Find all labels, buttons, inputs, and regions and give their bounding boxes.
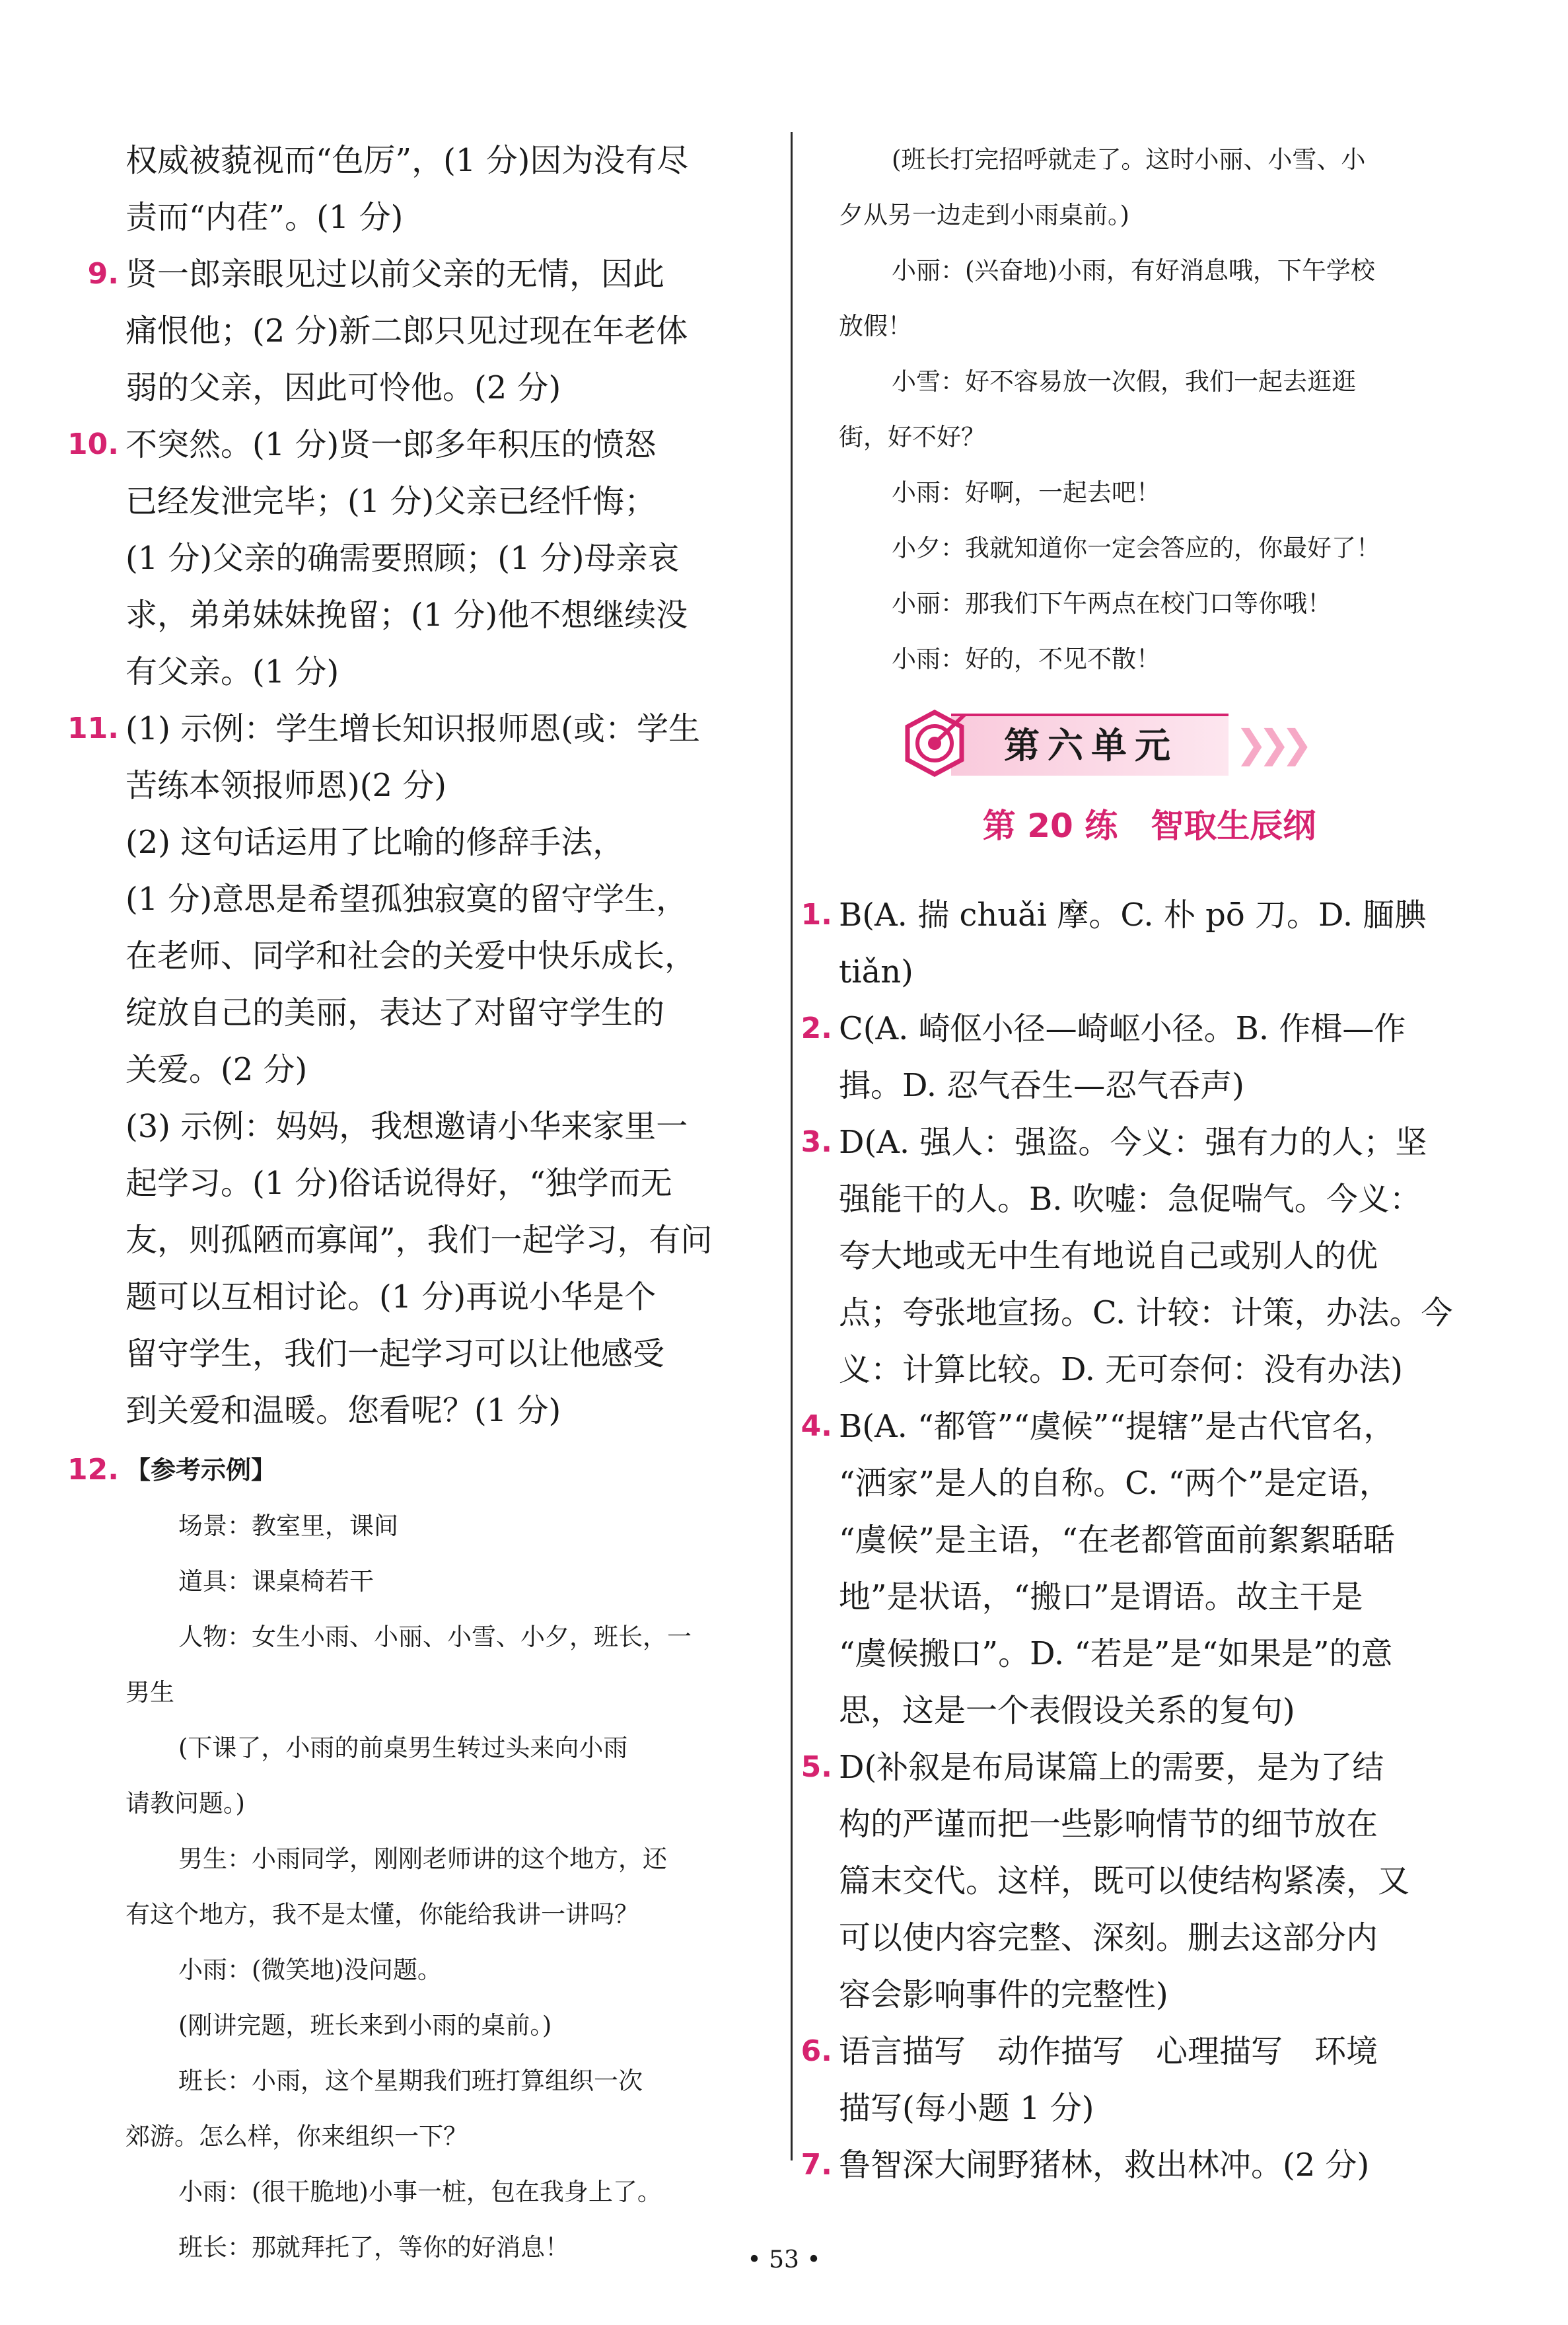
text-line: 鲁智深大闹野猪林，救出林冲。(2 分)	[839, 2147, 1370, 2184]
text-line: 起学习。(1 分)俗话说得好，“独学而无	[125, 1165, 672, 1202]
script-line: 小夕：我就知道你一定会答应的，你最好了！	[892, 534, 1380, 562]
answer-item-12	[67, 1442, 760, 1498]
text-line: 构的严谨而把一些影响情节的细节放在	[839, 1806, 1378, 1843]
left-column	[67, 132, 760, 2275]
text-line: 权威被藐视而“色厉”，(1 分)因为没有尽	[125, 142, 689, 179]
text-line: (1 分)父亲的确需要照顾；(1 分)母亲哀	[125, 540, 680, 577]
answer-text	[839, 1739, 1460, 2023]
script-line: 小丽：(兴奋地)小雨，有好消息哦，下午学校	[892, 256, 1375, 285]
item-number: 2.	[801, 1012, 832, 1045]
text-line: 不突然。(1 分)贤一郎多年积压的愤怒	[125, 426, 657, 463]
answer-text	[125, 416, 760, 700]
unit-title: 第六单元	[1004, 725, 1178, 766]
script-line: 小雨：好的，不见不散！	[892, 645, 1160, 673]
answer-item-6	[801, 2023, 1460, 2137]
lesson-title: 第 20 练 智取生辰纲	[982, 807, 1316, 845]
answer-text	[839, 1398, 1460, 1739]
script-line: 班长：小雨，这个星期我们班打算组织一次	[178, 2067, 643, 2095]
item-number: 12.	[67, 1453, 119, 1487]
text-line: (1 分)意思是希望孤独寂寞的留守学生，	[125, 881, 688, 918]
chevron-arrows-icon: ❯❯❯	[1235, 721, 1304, 766]
answer-text	[839, 1114, 1460, 1398]
script-line: 放假！	[839, 312, 912, 340]
script-line: (刚讲完题，班长来到小雨的桌前。)	[178, 2011, 552, 2040]
item-number: 1.	[801, 898, 832, 932]
text-line: (2) 这句话运用了比喻的修辞手法，	[125, 824, 625, 861]
text-line: B(A. 揣 chuǎi 摩。C. 朴 pō 刀。D. 腼腆	[839, 897, 1427, 934]
text-line: (3) 示例：妈妈，我想邀请小华来家里一	[125, 1108, 688, 1145]
answer-item-10	[67, 416, 760, 700]
text-line: 篇末交代。这样，既可以使结构紧凑，又	[839, 1863, 1410, 1900]
script-line: 有这个地方，我不是太懂，你能给我讲一讲吗？	[125, 1900, 639, 1929]
script-line: 夕从另一边走到小雨桌前。)	[839, 201, 1129, 229]
text-line: “虞候搬口”。D. “若是”是“如果是”的意	[839, 1635, 1393, 1672]
text-line: 责而“内荏”。(1 分)	[125, 199, 404, 236]
item-number: 7.	[801, 2148, 832, 2182]
script-line: 小雪：好不容易放一次假，我们一起去逛逛	[892, 367, 1356, 396]
target-icon	[898, 707, 971, 780]
text-line: “虞候”是主语，“在老都管面前絮絮聒聒	[839, 1522, 1395, 1559]
text-line: 语言描写 动作描写 心理描写 环境	[839, 2033, 1378, 2070]
answer-item-1	[801, 887, 1460, 1000]
text-line: 点；夸张地宣扬。C. 计较：计策，办法。今	[839, 1294, 1453, 1331]
text-line: 留守学生，我们一起学习可以让他感受	[125, 1335, 665, 1372]
script-line: 小雨：(很干脆地)小事一桩，包在我身上了。	[178, 2178, 662, 2206]
text-line: 关爱。(2 分)	[125, 1051, 308, 1088]
script-line: 班长：那就拜托了，等你的好消息！	[178, 2233, 569, 2262]
script-line: 小雨：好啊，一起去吧！	[892, 478, 1160, 507]
answer-text	[839, 887, 1460, 1000]
item-number: 10.	[67, 427, 119, 461]
text-line: 弱的父亲，因此可怜他。(2 分)	[125, 369, 561, 406]
answer-item-5	[801, 1739, 1460, 2023]
script-line: 郊游。怎么样，你来组织一下？	[125, 2122, 468, 2151]
text-line: C(A. 崎伛小径—崎岖小径。B. 作楫—作	[839, 1010, 1406, 1047]
script-line: 男生：小雨同学，刚刚老师讲的这个地方，还	[178, 1845, 667, 1873]
text-line: 已经发泄完毕；(1 分)父亲已经忏悔；	[125, 483, 657, 520]
right-column	[801, 132, 1460, 2194]
text-line: 绽放自己的美丽，表达了对留守学生的	[125, 994, 665, 1031]
answer-text	[125, 246, 760, 416]
text-line: tiǎn)	[839, 953, 913, 990]
answer-item-11	[67, 700, 760, 1439]
text-line: 思，这是一个表假设关系的复句)	[839, 1692, 1295, 1729]
text-line: 容会影响事件的完整性)	[839, 1976, 1168, 2013]
text-line: D(补叙是布局谋篇上的需要，是为了结	[839, 1749, 1384, 1786]
script-line: 小雨：(微笑地)没问题。	[178, 1956, 442, 1984]
answer-text	[839, 1000, 1460, 1114]
answer-item-3	[801, 1114, 1460, 1398]
text-line: 地”是状语，“搬口”是谓语。故主干是	[839, 1578, 1363, 1615]
text-line: 描写(每小题 1 分)	[839, 2090, 1094, 2127]
answer-item-9	[87, 246, 760, 416]
item-number: 5.	[801, 1750, 832, 1784]
script-line: (下课了，小雨的前桌男生转过头来向小雨	[178, 1734, 628, 1762]
answer-text	[125, 700, 760, 1439]
item-number: 11.	[67, 712, 119, 745]
script-line: 请教问题。)	[125, 1789, 245, 1818]
answer-item-7	[801, 2137, 1460, 2194]
script-example	[125, 1498, 760, 2275]
answer-item-4	[801, 1398, 1460, 1739]
script-line: 场景：教室里，课间	[178, 1512, 398, 1540]
text-line: 痛恨他；(2 分)新二郎只见过现在年老体	[125, 313, 688, 350]
page-number: • 53 •	[747, 2246, 821, 2273]
text-line: 苦练本领报师恩)(2 分)	[125, 767, 446, 804]
item-number: 9.	[87, 257, 119, 291]
text-line: “洒家”是人的自称。C. “两个”是定语，	[839, 1465, 1391, 1502]
text-line: 求，弟弟妹妹挽留；(1 分)他不想继续没	[125, 597, 688, 634]
text-line: 强能干的人。B. 吹嘘：急促喘气。今义：	[839, 1181, 1421, 1218]
answer-item-2	[801, 1000, 1460, 1114]
text-line: B(A. “都管”“虞候”“提辖”是古代官名，	[839, 1408, 1396, 1445]
script-line: 男生	[125, 1678, 174, 1707]
unit-banner	[839, 707, 1460, 780]
text-line: (1) 示例：学生增长知识报师恩(或：学生	[125, 710, 700, 747]
script-line: 小丽：那我们下午两点在校门口等你哦！	[892, 589, 1332, 618]
text-line: 有父亲。(1 分)	[125, 653, 339, 690]
script-example-continued	[839, 132, 1460, 687]
text-line: 友，则孤陋而寡闻”，我们一起学习，有问	[125, 1222, 713, 1259]
script-line: 街，好不好？	[839, 423, 985, 451]
text-line: 夸大地或无中生有地说自己或别人的优	[839, 1237, 1378, 1274]
text-line: 义：计算比较。D. 无可奈何：没有办法)	[839, 1351, 1404, 1388]
text-line: 到关爱和温暖。您看呢？(1 分)	[125, 1392, 561, 1429]
reference-example-label: 【参考示例】	[125, 1456, 277, 1485]
item-number: 6.	[801, 2034, 832, 2068]
text-line: 在老师、同学和社会的关爱中快乐成长，	[125, 938, 697, 975]
text-line: 可以使内容完整、深刻。删去这部分内	[839, 1919, 1378, 1956]
text-line: 揖。D. 忍气吞生—忍气吞声)	[839, 1067, 1245, 1104]
script-line: 道具：课桌椅若干	[178, 1567, 374, 1596]
item-number: 3.	[801, 1125, 832, 1159]
text-line: 题可以互相讨论。(1 分)再说小华是个	[125, 1278, 657, 1315]
continued-answer	[125, 132, 760, 246]
text-line: 贤一郎亲眼见过以前父亲的无情，因此	[125, 256, 665, 293]
script-line: 人物：女生小雨、小丽、小雪、小夕，班长，一	[178, 1623, 692, 1651]
script-line: (班长打完招呼就走了。这时小丽、小雪、小	[892, 145, 1366, 174]
answer-text	[839, 2137, 1460, 2194]
answer-text	[839, 2023, 1460, 2137]
item-number: 4.	[801, 1409, 832, 1443]
text-line: D(A. 强人：强盗。今义：强有力的人；坚	[839, 1124, 1427, 1161]
